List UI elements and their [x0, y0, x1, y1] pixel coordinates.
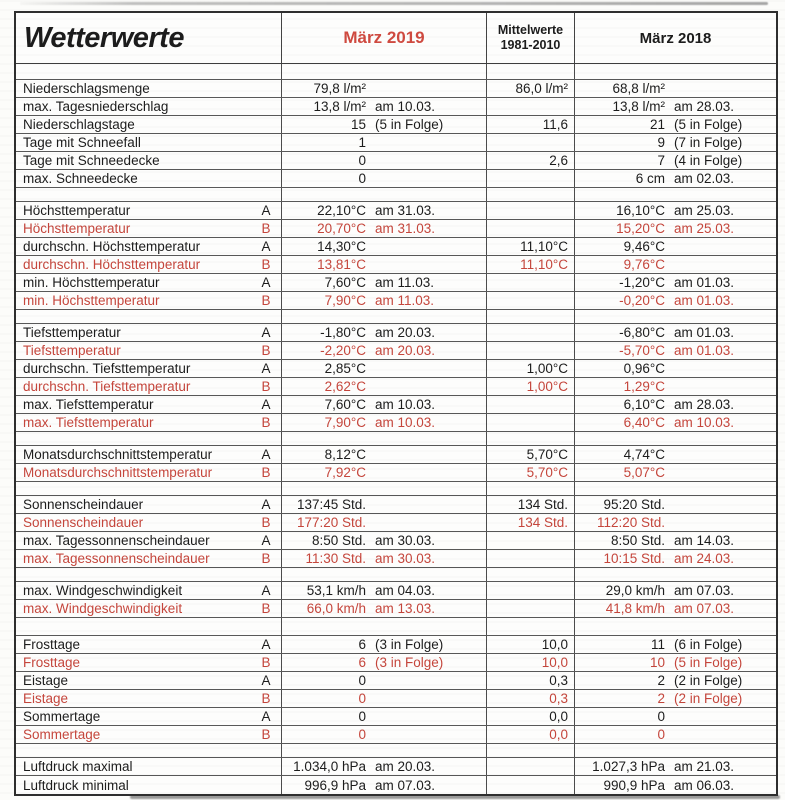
value-maerz-2018: 2 — [657, 691, 665, 706]
value-maerz-2018: 95:20 Std. — [603, 497, 665, 512]
value-mittelwerte: 0,0 — [549, 709, 568, 724]
value-maerz-2018: 41,8 km/h — [605, 601, 665, 616]
row-label: Eistage — [23, 673, 69, 688]
note-maerz-2019: (3 in Folge) — [375, 637, 444, 652]
note-maerz-2018: am 07.03. — [674, 583, 735, 598]
row-label: durchschn. Tiefsttemperatur — [23, 379, 191, 394]
value-mittelwerte: 134 Std. — [517, 515, 568, 530]
table-row — [16, 600, 776, 618]
spacer-row — [16, 310, 776, 324]
note-maerz-2018: (5 in Folge) — [674, 117, 743, 132]
spacer-row — [16, 618, 776, 636]
row-label: Höchsttemperatur — [23, 221, 131, 236]
value-mittelwerte: 0,3 — [549, 673, 568, 688]
spacer-row — [16, 64, 776, 80]
value-maerz-2019: 6 — [358, 655, 366, 670]
row-label: Tiefsttemperatur — [23, 343, 121, 358]
value-maerz-2019: 11:30 Std. — [305, 551, 366, 566]
row-label: max. Tiefsttemperatur — [23, 397, 154, 412]
note-maerz-2019: am 31.03. — [375, 221, 436, 236]
table-row — [16, 256, 776, 274]
series-badge: B — [261, 551, 271, 566]
value-maerz-2019: 7,60°C — [324, 275, 366, 290]
row-label: max. Tagesniederschlag — [23, 99, 169, 114]
note-maerz-2019: am 11.03. — [375, 275, 435, 290]
table-row — [16, 550, 776, 568]
note-maerz-2019: (5 in Folge) — [375, 117, 444, 132]
row-label: max. Windgeschwindigkeit — [23, 601, 183, 616]
value-maerz-2019: 2,62°C — [324, 379, 366, 394]
value-maerz-2018: 9,76°C — [623, 257, 665, 272]
value-mittelwerte: 1,00°C — [526, 361, 568, 376]
series-badge: A — [261, 325, 271, 340]
note-maerz-2018: am 02.03. — [674, 171, 735, 186]
series-badge: B — [261, 601, 271, 616]
value-maerz-2019: 7,90°C — [324, 415, 366, 430]
col-header-mittelwerte-line1: Mittelwerte — [497, 23, 564, 37]
note-maerz-2019: am 10.03. — [375, 397, 436, 412]
table-row — [16, 514, 776, 532]
series-badge: A — [261, 533, 271, 548]
note-maerz-2018: am 25.03. — [674, 221, 735, 236]
value-maerz-2018: 1.027,3 hPa — [592, 759, 665, 774]
row-label: durchschn. Tiefsttemperatur — [23, 361, 191, 376]
value-maerz-2019: 6 — [358, 637, 366, 652]
row-label: Frosttage — [23, 655, 81, 670]
table-row — [16, 496, 776, 514]
value-mittelwerte: 0,0 — [549, 727, 568, 742]
series-badge: B — [261, 257, 271, 272]
table-row — [16, 292, 776, 310]
note-maerz-2018: am 07.03. — [674, 601, 735, 616]
col-header-mittelwerte-line2: 1981-2010 — [500, 38, 561, 52]
table-row — [16, 238, 776, 256]
value-mittelwerte: 5,70°C — [526, 447, 568, 462]
value-maerz-2018: 0,96°C — [623, 361, 665, 376]
row-label: Monatsdurchschnittstemperatur — [23, 447, 213, 462]
table-row — [16, 152, 776, 170]
note-maerz-2018: (2 in Folge) — [674, 673, 743, 688]
note-maerz-2018: am 06.03. — [674, 777, 735, 793]
series-badge: B — [261, 379, 271, 394]
row-label: Tage mit Schneedecke — [23, 153, 160, 168]
value-maerz-2018: 0 — [657, 709, 665, 724]
table-row — [16, 342, 776, 360]
value-maerz-2018: 990,9 hPa — [603, 777, 665, 793]
note-maerz-2019: am 11.03. — [375, 293, 435, 308]
row-label: min. Höchsttemperatur — [23, 293, 160, 308]
value-mittelwerte: 10,0 — [541, 637, 568, 652]
series-badge: B — [261, 691, 271, 706]
series-badge: A — [261, 203, 271, 218]
series-badge: B — [261, 465, 271, 480]
value-maerz-2019: 66,0 km/h — [306, 601, 366, 616]
spacer-row — [16, 432, 776, 446]
note-maerz-2018: am 21.03. — [674, 759, 735, 774]
note-maerz-2018: am 01.03. — [674, 325, 735, 340]
row-label: Höchsttemperatur — [23, 203, 131, 218]
row-label: Luftdruck maximal — [23, 759, 133, 774]
series-badge: A — [261, 239, 271, 254]
value-maerz-2018: 6,40°C — [623, 415, 665, 430]
table-row — [16, 274, 776, 292]
row-label: durchschn. Höchsttemperatur — [23, 239, 201, 254]
table-row — [16, 758, 776, 776]
note-maerz-2018: am 28.03. — [674, 397, 735, 412]
value-maerz-2019: 1.034,0 hPa — [293, 759, 366, 774]
value-maerz-2019: 13,8 l/m² — [313, 99, 366, 114]
value-mittelwerte: 1,00°C — [526, 379, 568, 394]
spacer-row — [16, 188, 776, 202]
spacer-row — [16, 568, 776, 582]
row-label: min. Höchsttemperatur — [23, 275, 160, 290]
value-mittelwerte: 2,6 — [549, 153, 568, 168]
col-header-maerz-2019: März 2019 — [282, 13, 487, 63]
spacer-row — [16, 744, 776, 758]
table-row — [16, 776, 776, 794]
row-label: Frosttage — [23, 637, 81, 652]
table-header-row — [16, 13, 776, 64]
value-maerz-2018: 8:50 Std. — [610, 533, 665, 548]
value-maerz-2018: -5,70°C — [619, 343, 665, 358]
table-row — [16, 116, 776, 134]
note-maerz-2018: am 14.03. — [674, 533, 735, 548]
series-badge: A — [261, 275, 271, 290]
series-badge: B — [261, 415, 271, 430]
note-maerz-2019: (3 in Folge) — [375, 655, 444, 670]
value-maerz-2018: 21 — [649, 117, 665, 132]
series-badge: A — [261, 637, 271, 652]
value-maerz-2019: 79,8 l/m² — [313, 81, 366, 96]
value-maerz-2019: 53,1 km/h — [306, 583, 366, 598]
note-maerz-2019: am 10.03. — [375, 415, 436, 430]
row-label: max. Tagessonnenscheindauer — [23, 551, 210, 566]
value-mittelwerte: 11,6 — [542, 117, 568, 132]
note-maerz-2018: am 10.03. — [674, 415, 735, 430]
col-header-mittelwerte — [487, 13, 575, 63]
table-row — [16, 134, 776, 152]
value-maerz-2019: 7,60°C — [324, 397, 366, 412]
value-mittelwerte: 134 Std. — [517, 497, 568, 512]
table-row — [16, 378, 776, 396]
value-mittelwerte: 10,0 — [541, 655, 568, 670]
note-maerz-2019: am 30.03. — [375, 551, 436, 566]
weather-table — [14, 11, 778, 796]
series-badge: B — [261, 293, 271, 308]
spacer-row — [16, 482, 776, 496]
note-maerz-2019: am 10.03. — [375, 99, 436, 114]
table-row — [16, 446, 776, 464]
note-maerz-2018: (7 in Folge) — [674, 135, 743, 150]
page-title: Wetterwerte — [16, 13, 282, 63]
series-badge: A — [261, 361, 271, 376]
table-row — [16, 360, 776, 378]
value-maerz-2019: 7,92°C — [324, 465, 366, 480]
note-maerz-2019: am 30.03. — [375, 533, 436, 548]
series-badge: A — [261, 447, 271, 462]
value-maerz-2018: 9 — [657, 135, 665, 150]
col-header-maerz-2018: März 2018 — [639, 29, 712, 47]
value-maerz-2019: 0 — [358, 709, 366, 724]
value-maerz-2019: 14,30°C — [317, 239, 366, 254]
value-maerz-2019: 2,85°C — [324, 361, 366, 376]
value-maerz-2018: 11 — [650, 637, 665, 652]
value-maerz-2018: 7 — [657, 153, 665, 168]
table-row — [16, 414, 776, 432]
series-badge: B — [261, 343, 271, 358]
row-label: Eistage — [23, 691, 69, 706]
value-maerz-2018: 0 — [657, 727, 665, 742]
value-mittelwerte: 86,0 l/m² — [515, 81, 568, 96]
value-maerz-2018: 4,74°C — [623, 447, 665, 462]
note-maerz-2018: am 01.03. — [674, 293, 735, 308]
value-maerz-2018: -6,80°C — [619, 325, 665, 340]
note-maerz-2019: am 31.03. — [375, 203, 436, 218]
scan-artifact-top — [20, 2, 768, 5]
table-row — [16, 672, 776, 690]
value-maerz-2018: 16,10°C — [616, 203, 665, 218]
value-maerz-2019: 0 — [358, 171, 366, 186]
series-badge: B — [261, 727, 271, 742]
series-badge: B — [261, 515, 271, 530]
note-maerz-2019: am 20.03. — [375, 343, 436, 358]
row-label: Sonnenscheindauer — [23, 515, 144, 530]
value-maerz-2019: 15 — [350, 117, 366, 132]
value-maerz-2018: 6 cm — [635, 171, 665, 186]
value-maerz-2018: 5,07°C — [623, 465, 665, 480]
table-row — [16, 708, 776, 726]
value-maerz-2018: -0,20°C — [619, 293, 665, 308]
note-maerz-2018: (6 in Folge) — [674, 637, 743, 652]
note-maerz-2018: am 25.03. — [674, 203, 735, 218]
value-maerz-2019: 0 — [358, 153, 366, 168]
row-label: Monatsdurchschnittstemperatur — [23, 465, 213, 480]
value-maerz-2018: 6,10°C — [623, 397, 665, 412]
note-maerz-2018: (4 in Folge) — [674, 153, 743, 168]
value-maerz-2018: 10:15 Std. — [603, 551, 665, 566]
row-label: max. Schneedecke — [23, 171, 138, 186]
row-label: max. Tiefsttemperatur — [23, 415, 154, 430]
value-maerz-2019: 20,70°C — [317, 221, 366, 236]
series-badge: A — [261, 397, 271, 412]
row-label: Niederschlagstage — [23, 117, 135, 132]
series-badge: A — [261, 583, 271, 598]
value-maerz-2019: 7,90°C — [324, 293, 366, 308]
value-maerz-2019: 137:45 Std. — [296, 497, 366, 512]
row-label: Tage mit Schneefall — [23, 135, 141, 150]
value-maerz-2019: -2,20°C — [320, 343, 366, 358]
note-maerz-2019: am 13.03. — [375, 601, 436, 616]
note-maerz-2019: am 07.03. — [375, 777, 436, 793]
table-row — [16, 324, 776, 342]
value-maerz-2019: 177:20 Std. — [296, 515, 366, 530]
value-maerz-2019: 13,81°C — [317, 257, 366, 272]
value-maerz-2019: 0 — [358, 673, 366, 688]
note-maerz-2018: am 28.03. — [674, 99, 735, 114]
table-row — [16, 654, 776, 672]
series-badge: B — [261, 655, 271, 670]
value-maerz-2019: 0 — [358, 727, 366, 742]
row-label: Sommertage — [23, 727, 101, 742]
note-maerz-2018: am 01.03. — [674, 275, 735, 290]
row-label: Sommertage — [23, 709, 101, 724]
table-row — [16, 396, 776, 414]
value-mittelwerte: 11,10°C — [520, 239, 568, 254]
value-maerz-2018: 1,29°C — [623, 379, 665, 394]
value-maerz-2018: 15,20°C — [616, 221, 665, 236]
value-maerz-2019: 996,9 hPa — [304, 777, 366, 793]
value-maerz-2018: 10 — [649, 655, 665, 670]
table-row — [16, 532, 776, 550]
value-mittelwerte: 0,3 — [549, 691, 568, 706]
table-row — [16, 202, 776, 220]
table-row — [16, 726, 776, 744]
row-label: max. Windgeschwindigkeit — [23, 583, 183, 598]
note-maerz-2019: am 04.03. — [375, 583, 436, 598]
table-body — [16, 64, 776, 794]
series-badge: A — [261, 673, 271, 688]
value-mittelwerte: 11,10°C — [520, 257, 568, 272]
value-maerz-2018: 9,46°C — [623, 239, 665, 254]
note-maerz-2018: (5 in Folge) — [674, 655, 743, 670]
note-maerz-2019: am 20.03. — [375, 325, 436, 340]
value-maerz-2019: 0 — [358, 691, 366, 706]
value-maerz-2019: 8,12°C — [324, 447, 366, 462]
series-badge: B — [261, 221, 271, 236]
table-row — [16, 220, 776, 238]
row-label: Luftdruck minimal — [23, 777, 129, 793]
table-row — [16, 98, 776, 116]
value-maerz-2018: -1,20°C — [619, 275, 665, 290]
value-maerz-2018: 2 — [657, 673, 665, 688]
table-row — [16, 170, 776, 188]
note-maerz-2018: am 24.03. — [674, 551, 735, 566]
table-row — [16, 690, 776, 708]
value-maerz-2018: 13,8 l/m² — [612, 99, 665, 114]
row-label: max. Tagessonnenscheindauer — [23, 533, 210, 548]
value-maerz-2019: 1 — [358, 135, 366, 150]
table-row — [16, 582, 776, 600]
value-maerz-2018: 68,8 l/m² — [612, 81, 665, 96]
value-mittelwerte: 5,70°C — [526, 465, 568, 480]
table-row — [16, 636, 776, 654]
value-maerz-2018: 29,0 km/h — [605, 583, 665, 598]
series-badge: A — [261, 709, 271, 724]
row-label: Sonnenscheindauer — [23, 497, 144, 512]
value-maerz-2019: 22,10°C — [317, 203, 366, 218]
row-label: durchschn. Höchsttemperatur — [23, 257, 201, 272]
value-maerz-2019: -1,80°C — [320, 325, 366, 340]
row-label: Tiefsttemperatur — [23, 325, 121, 340]
note-maerz-2018: am 01.03. — [674, 343, 735, 358]
value-maerz-2019: 8:50 Std. — [311, 533, 366, 548]
note-maerz-2019: am 20.03. — [375, 759, 436, 774]
table-row — [16, 80, 776, 98]
table-row — [16, 464, 776, 482]
value-maerz-2018: 112:20 Std. — [596, 515, 665, 530]
series-badge: A — [261, 497, 271, 512]
row-label: Niederschlagsmenge — [23, 81, 150, 96]
note-maerz-2018: (2 in Folge) — [674, 691, 743, 706]
